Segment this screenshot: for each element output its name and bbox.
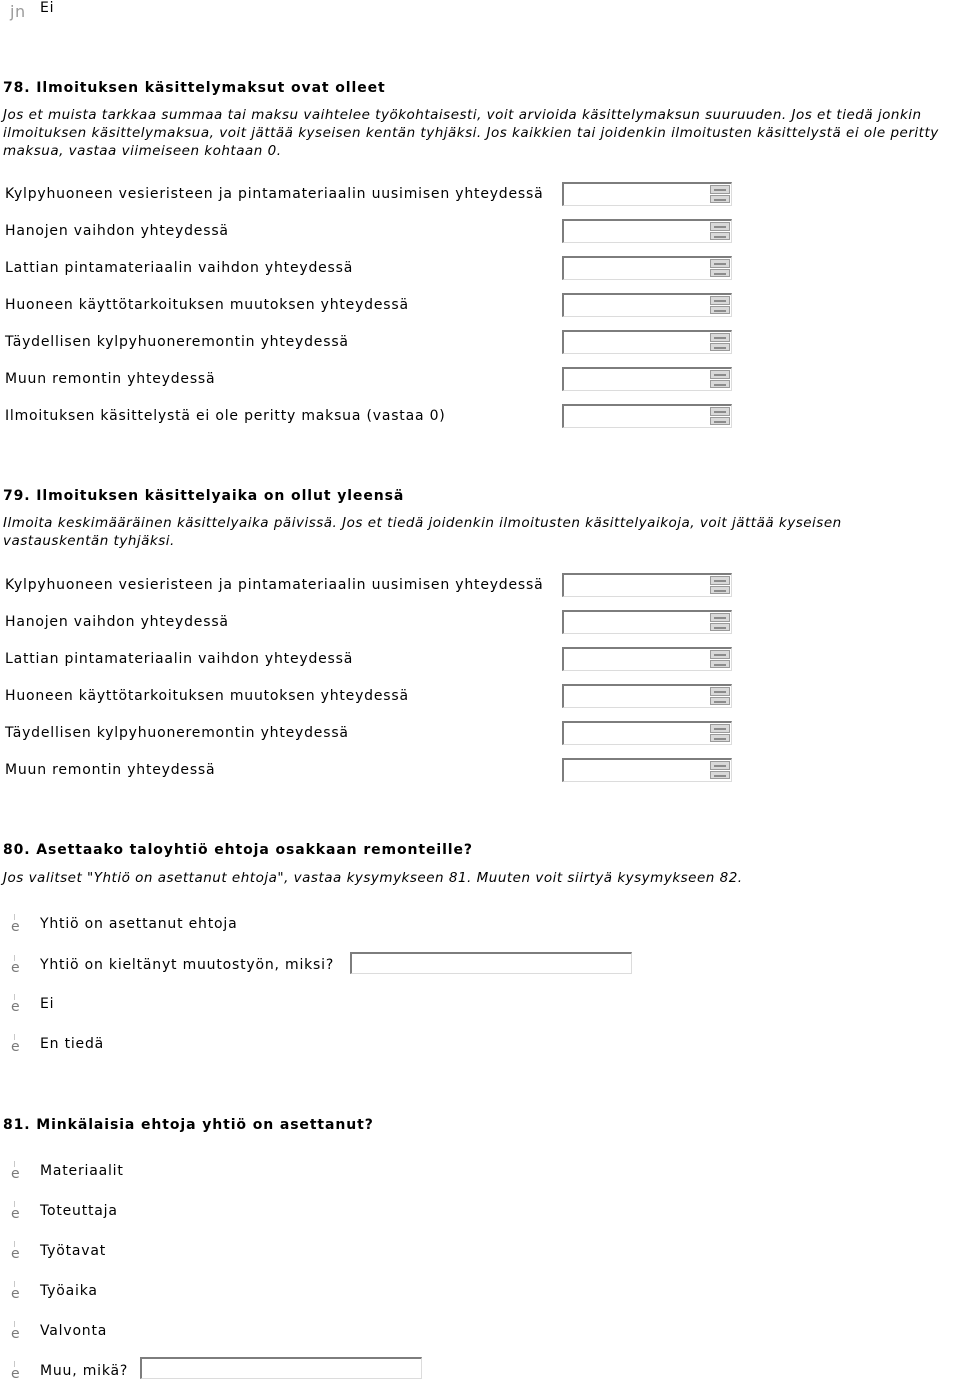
spinner-icon[interactable] (710, 687, 730, 706)
q78-number-input[interactable] (562, 182, 732, 206)
spinner-icon[interactable] (710, 222, 730, 241)
q80-option-label: En tiedä (40, 1036, 105, 1052)
q79-title: 79. Ilmoituksen käsittelyaika on ollut yleensä (3, 488, 405, 504)
radio-e-icon[interactable]: e (11, 957, 23, 975)
q78-row-label: Kylpyhuoneen vesieristeen ja pintamateriaalin uusimisen yhteydessä (5, 186, 544, 202)
q78-row-label: Ilmoituksen käsittelystä ei ole peritty maksua (vastaa 0) (5, 408, 446, 424)
radio-e-icon[interactable]: e (11, 1036, 23, 1054)
radio-e-icon[interactable]: e (11, 1163, 23, 1181)
q81-option[interactable] (8, 1201, 308, 1225)
radio-e-icon[interactable]: e (11, 1283, 23, 1301)
q81-option-label: Valvonta (40, 1323, 108, 1339)
spinner-icon[interactable] (710, 185, 730, 204)
spinner-icon[interactable] (710, 333, 730, 352)
q80-option[interactable] (8, 994, 308, 1018)
q80-option[interactable] (8, 955, 348, 979)
q78-number-input[interactable] (562, 330, 732, 354)
q79-number-input[interactable] (562, 573, 732, 597)
q79-number-input[interactable] (562, 610, 732, 634)
q78-row-label: Muun remontin yhteydessä (5, 371, 216, 387)
radio-glyph-icon: jn (10, 2, 26, 21)
q81-option-label: Työaika (40, 1283, 98, 1299)
q78-row-label: Hanojen vaihdon yhteydessä (5, 223, 229, 239)
q79-instruction: Ilmoita keskimääräinen käsittelyaika päivissä. Jos et tiedä joidenkin ilmoitusten käsittelyaikoja, voit jättää kyseisen vastauskentän tyhjäksi. (3, 515, 842, 549)
q79-row-label: Täydellisen kylpyhuoneremontin yhteydessä (5, 725, 349, 741)
q79-number-input[interactable] (562, 684, 732, 708)
q81-title: 81. Minkälaisia ehtoja yhtiö on asettanut? (3, 1117, 374, 1133)
q79-row-label: Kylpyhuoneen vesieristeen ja pintamateriaalin uusimisen yhteydessä (5, 577, 544, 593)
q79-number-input[interactable] (562, 721, 732, 745)
radio-e-icon[interactable]: e (11, 1363, 23, 1381)
q79-row-label: Hanojen vaihdon yhteydessä (5, 614, 229, 630)
spinner-icon[interactable] (710, 724, 730, 743)
radio-e-icon[interactable]: e (11, 916, 23, 934)
q78-instruction: Jos et muista tarkkaa summaa tai maksu vaihtelee työkohtaisesti, voit arvioida käsittelymaksun suuruuden. Jos et tiedä jonkin ilmoituksen käsittelymaksua, voit jättää kyseisen kentän tyhjäksi. Jos kaikkien tai joidenkin ilmoitusten käsittelystä ei ole peritty maksua, vastaa viimeiseen kohtaan 0. (3, 107, 939, 159)
top-option-label: Ei (40, 0, 55, 16)
radio-e-icon[interactable]: e (11, 1243, 23, 1261)
spinner-icon[interactable] (710, 407, 730, 426)
q80-instruction: Jos valitset "Yhtiö on asettanut ehtoja", vastaa kysymykseen 81. Muuten voit siirtyä kysymykseen 82. (3, 870, 743, 886)
spinner-icon[interactable] (710, 650, 730, 669)
q79-row-label: Muun remontin yhteydessä (5, 762, 216, 778)
q81-option-label: Työtavat (40, 1243, 107, 1259)
q78-number-input[interactable] (562, 367, 732, 391)
q78-row-label: Lattian pintamateriaalin vaihdon yhteydessä (5, 260, 354, 276)
spinner-icon[interactable] (710, 296, 730, 315)
q81-option-label: Toteuttaja (40, 1203, 118, 1219)
q78-row-label: Täydellisen kylpyhuoneremontin yhteydessä (5, 334, 349, 350)
q79-number-input[interactable] (562, 758, 732, 782)
q79-number-input[interactable] (562, 647, 732, 671)
radio-e-icon[interactable]: e (11, 996, 23, 1014)
spinner-icon[interactable] (710, 576, 730, 595)
q81-option[interactable] (8, 1281, 308, 1305)
q81-option-label: Materiaalit (40, 1163, 124, 1179)
spinner-icon[interactable] (710, 370, 730, 389)
spinner-icon[interactable] (710, 761, 730, 780)
q81-option[interactable] (8, 1241, 308, 1265)
q80-option-label: Ei (40, 996, 55, 1012)
q80-other-text-input[interactable] (350, 952, 632, 974)
q78-title: 78. Ilmoituksen käsittelymaksut ovat olleet (3, 80, 386, 96)
radio-e-icon[interactable]: e (11, 1203, 23, 1221)
q78-row-label: Huoneen käyttötarkoituksen muutoksen yhteydessä (5, 297, 409, 313)
q81-option[interactable] (8, 1321, 308, 1345)
q81-option-label: Muu, mikä? (40, 1363, 129, 1379)
q78-number-input[interactable] (562, 219, 732, 243)
spinner-icon[interactable] (710, 613, 730, 632)
q78-number-input[interactable] (562, 256, 732, 280)
q80-option[interactable] (8, 914, 308, 938)
spinner-icon[interactable] (710, 259, 730, 278)
q81-option[interactable] (8, 1161, 308, 1185)
q81-option[interactable] (8, 1361, 138, 1385)
q78-number-input[interactable] (562, 293, 732, 317)
q78-number-input[interactable] (562, 404, 732, 428)
q81-other-text-input[interactable] (140, 1357, 422, 1379)
q79-row-label: Huoneen käyttötarkoituksen muutoksen yhteydessä (5, 688, 409, 704)
q80-option-label: Yhtiö on asettanut ehtoja (40, 916, 238, 932)
q80-title: 80. Asettaako taloyhtiö ehtoja osakkaan remonteille? (3, 842, 473, 858)
q80-option-label: Yhtiö on kieltänyt muutostyön, miksi? (40, 957, 335, 973)
q79-row-label: Lattian pintamateriaalin vaihdon yhteydessä (5, 651, 354, 667)
q80-option[interactable] (8, 1034, 308, 1058)
radio-e-icon[interactable]: e (11, 1323, 23, 1341)
